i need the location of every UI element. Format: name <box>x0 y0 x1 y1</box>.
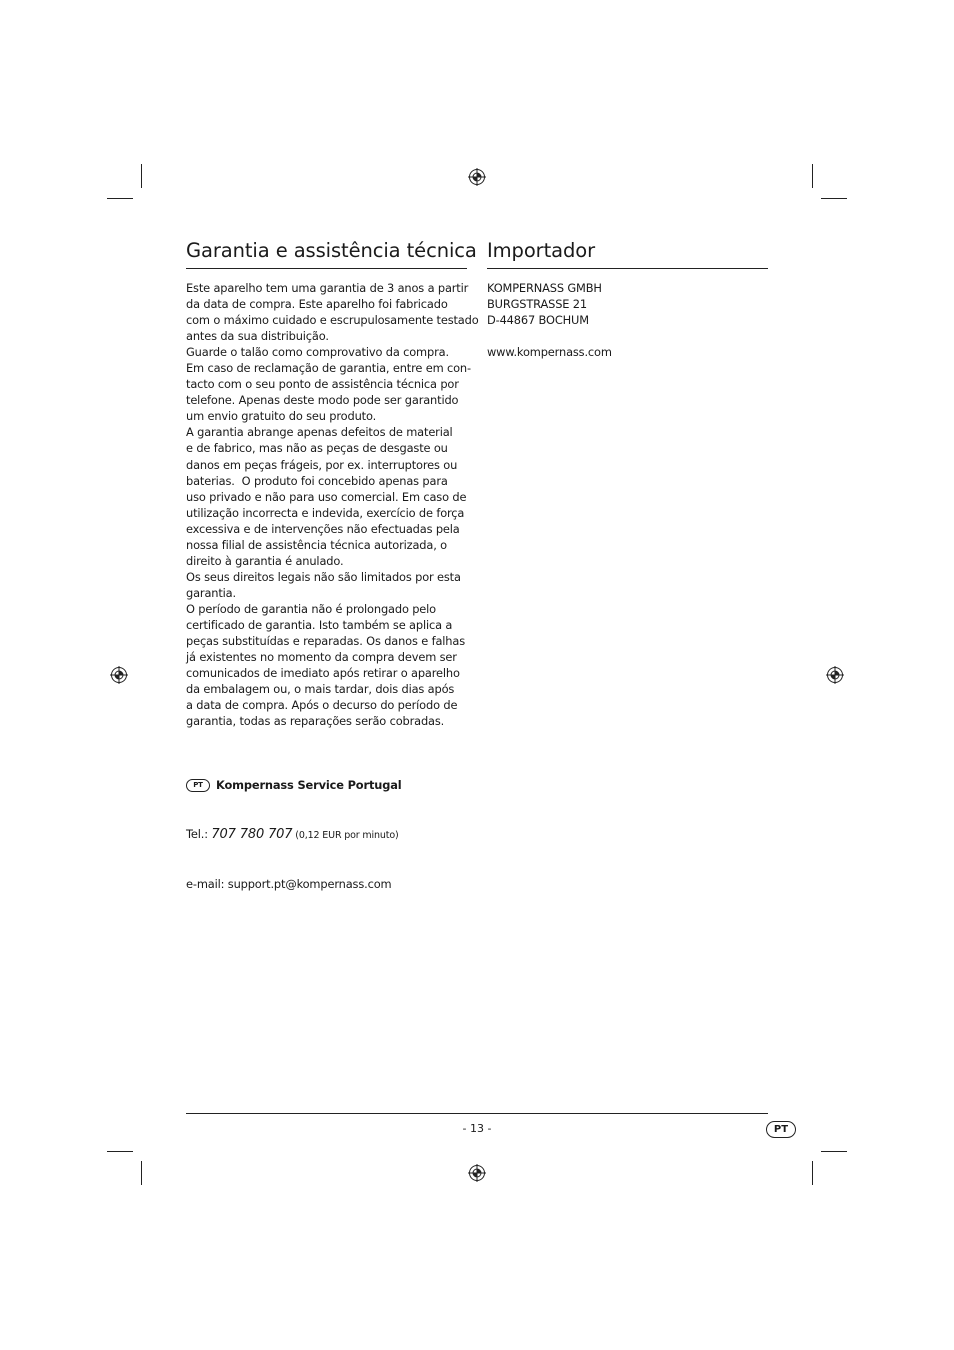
tel-rate: (0,12 EUR por minuto) <box>292 829 399 841</box>
crop-mark <box>812 164 813 188</box>
tel-label: Tel.: <box>186 826 212 841</box>
crop-mark <box>107 198 133 199</box>
page-number: - 13 - <box>462 1122 492 1135</box>
warranty-section <box>186 238 479 924</box>
service-contact <box>186 745 467 924</box>
registration-mark-icon <box>468 168 486 186</box>
service-title: Kompernass Service Portugal <box>216 778 402 793</box>
service-email: e-mail: support.pt@kompernass.com <box>186 876 392 891</box>
registration-mark-icon <box>826 666 844 684</box>
country-badge: PT <box>186 779 210 792</box>
crop-mark <box>141 1161 142 1185</box>
service-title-row <box>186 777 467 793</box>
registration-mark-icon <box>110 666 128 684</box>
crop-mark <box>812 1161 813 1185</box>
crop-mark <box>821 1151 847 1152</box>
crop-mark <box>821 198 847 199</box>
warranty-heading: Garantia e assistência técnica <box>186 238 467 269</box>
tel-number: 707 780 707 <box>211 826 293 842</box>
footer-divider <box>186 1113 768 1114</box>
registration-mark-icon <box>468 1164 486 1182</box>
crop-mark <box>107 1151 133 1152</box>
warranty-body: Este aparelho tem uma garantia de 3 anos a partir da data de compra. Este aparelho foi fabricado com o máximo cuidado e escrupulosamente testado antes da sua distribuição. Guarde o talão como comprovativo da compra. Em caso de reclamação de garantia, entre em con- tacto com o seu ponto de assistência técnica por telefone. Apenas deste modo pode ser garantido um envio gratuito do seu produto. A garantia abrange apenas defeitos de material e de fabrico, mas não as peças de desgaste ou danos em peças frágeis, por ex. interruptores ou baterias. O produto foi concebido apenas para uso privado e não para uso comercial. Em caso de utilização incorrecta e indevida, exercício de força excessiva e de intervenções não efectuadas pela nossa filial de assistência técnica autorizada, o direito à garantia é anulado. Os seus direitos legais não são limitados por esta garantia. O período de garantia não é prolongado pelo certificado de garantia. Isto também se aplica a peças substituídas e reparadas. Os danos e falhas já existentes no momento da compra devem ser comunicados de imediato após retirar o aparelho da embalagem ou, o mais tardar, dois dias após a data de compra. Após o decurso do período de garantia, todas as reparações serão cobradas. <box>186 281 479 729</box>
language-badge: PT <box>766 1121 796 1138</box>
service-tel-row <box>186 826 467 844</box>
crop-mark <box>141 164 142 188</box>
importer-heading: Importador <box>487 238 768 269</box>
importer-address: KOMPERNASS GMBH BURGSTRASSE 21 D-44867 BOCHUM <box>487 281 602 328</box>
importer-section <box>487 238 768 360</box>
importer-website: www.kompernass.com <box>487 345 612 360</box>
